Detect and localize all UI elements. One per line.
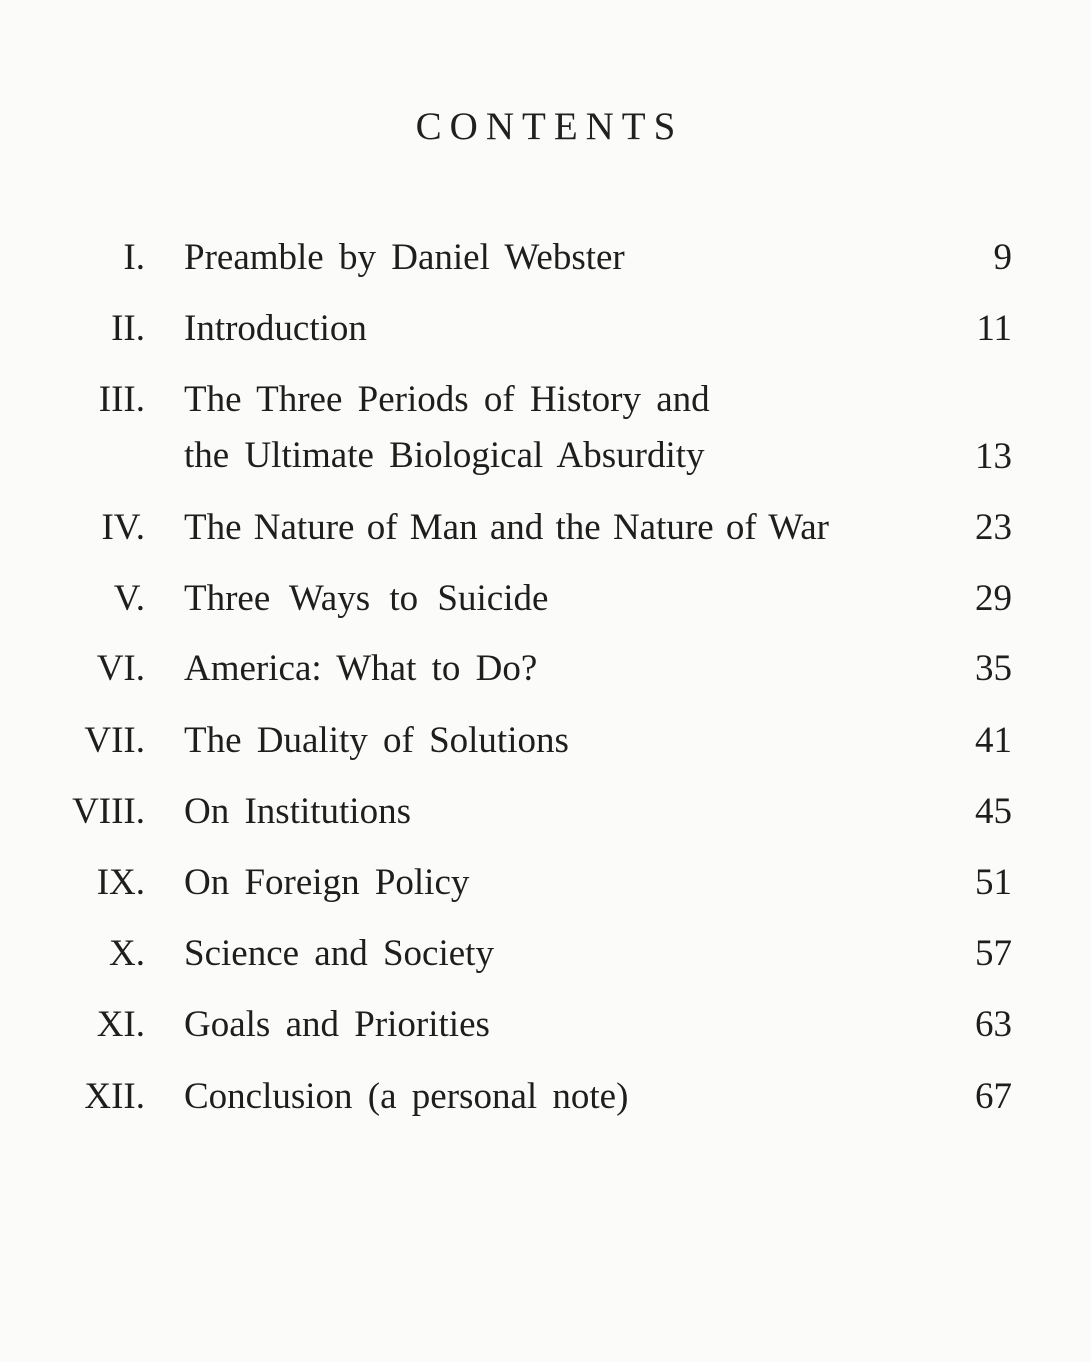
chapter-page-number: 9 bbox=[993, 237, 1012, 278]
chapter-numeral: II. bbox=[111, 308, 145, 349]
chapter-title-line: The Duality of Solutions bbox=[184, 720, 569, 761]
contents-heading: CONTENTS bbox=[415, 105, 684, 148]
chapter-page-number: 13 bbox=[975, 436, 1012, 477]
chapter-title-line: Preamble by Daniel Webster bbox=[184, 237, 625, 278]
chapter-title bbox=[184, 926, 494, 982]
chapter-numeral: V. bbox=[113, 578, 145, 619]
chapter-title-line: The Three Periods of History and bbox=[184, 379, 710, 420]
chapter-numeral: III. bbox=[98, 379, 145, 420]
chapter-title-line: Three Ways to Suicide bbox=[184, 578, 549, 619]
chapter-title bbox=[184, 713, 569, 769]
chapter-title bbox=[184, 997, 490, 1053]
chapter-title-line: America: What to Do? bbox=[184, 648, 538, 689]
chapter-title-line: On Foreign Policy bbox=[184, 862, 470, 903]
chapter-title bbox=[184, 1069, 628, 1125]
chapter-numeral: IX. bbox=[96, 862, 145, 903]
chapter-numeral: IV. bbox=[101, 507, 145, 548]
chapter-title-line: Conclusion (a personal note) bbox=[184, 1076, 629, 1117]
chapter-page-number: 41 bbox=[975, 720, 1012, 761]
chapter-numeral: I. bbox=[123, 237, 145, 278]
chapter-numeral: XII. bbox=[84, 1076, 145, 1117]
chapter-page-number: 29 bbox=[975, 578, 1012, 619]
chapter-page-number: 11 bbox=[976, 308, 1012, 349]
chapter-title bbox=[184, 571, 548, 627]
chapter-page-number: 51 bbox=[975, 862, 1012, 903]
chapter-title bbox=[184, 230, 625, 286]
chapter-page-number: 63 bbox=[975, 1004, 1012, 1045]
chapter-title bbox=[184, 784, 411, 840]
chapter-title bbox=[184, 641, 537, 697]
chapter-title-line: the Ultimate Biological Absurdity bbox=[184, 435, 705, 476]
chapter-numeral: VIII. bbox=[72, 791, 145, 832]
chapter-numeral: VI. bbox=[96, 648, 145, 689]
chapter-page-number: 57 bbox=[975, 933, 1012, 974]
chapter-title-line: Science and Society bbox=[184, 933, 494, 974]
chapter-numeral: VII. bbox=[84, 720, 145, 761]
chapter-title bbox=[184, 500, 829, 556]
chapter-page-number: 23 bbox=[975, 507, 1012, 548]
chapter-title-line: Goals and Priorities bbox=[184, 1004, 490, 1045]
chapter-title-line: Introduction bbox=[184, 308, 367, 349]
chapter-page-number: 67 bbox=[975, 1076, 1012, 1117]
chapter-title-line: The Nature of Man and the Nature of War bbox=[184, 507, 829, 548]
chapter-numeral: XI. bbox=[96, 1004, 145, 1045]
chapter-numeral: X. bbox=[109, 933, 145, 974]
chapter-page-number: 35 bbox=[975, 648, 1012, 689]
chapter-title bbox=[184, 855, 469, 911]
chapter-page-number: 45 bbox=[975, 791, 1012, 832]
chapter-title bbox=[184, 372, 710, 484]
chapter-title-line: On Institutions bbox=[184, 791, 411, 832]
chapter-title bbox=[184, 301, 367, 357]
